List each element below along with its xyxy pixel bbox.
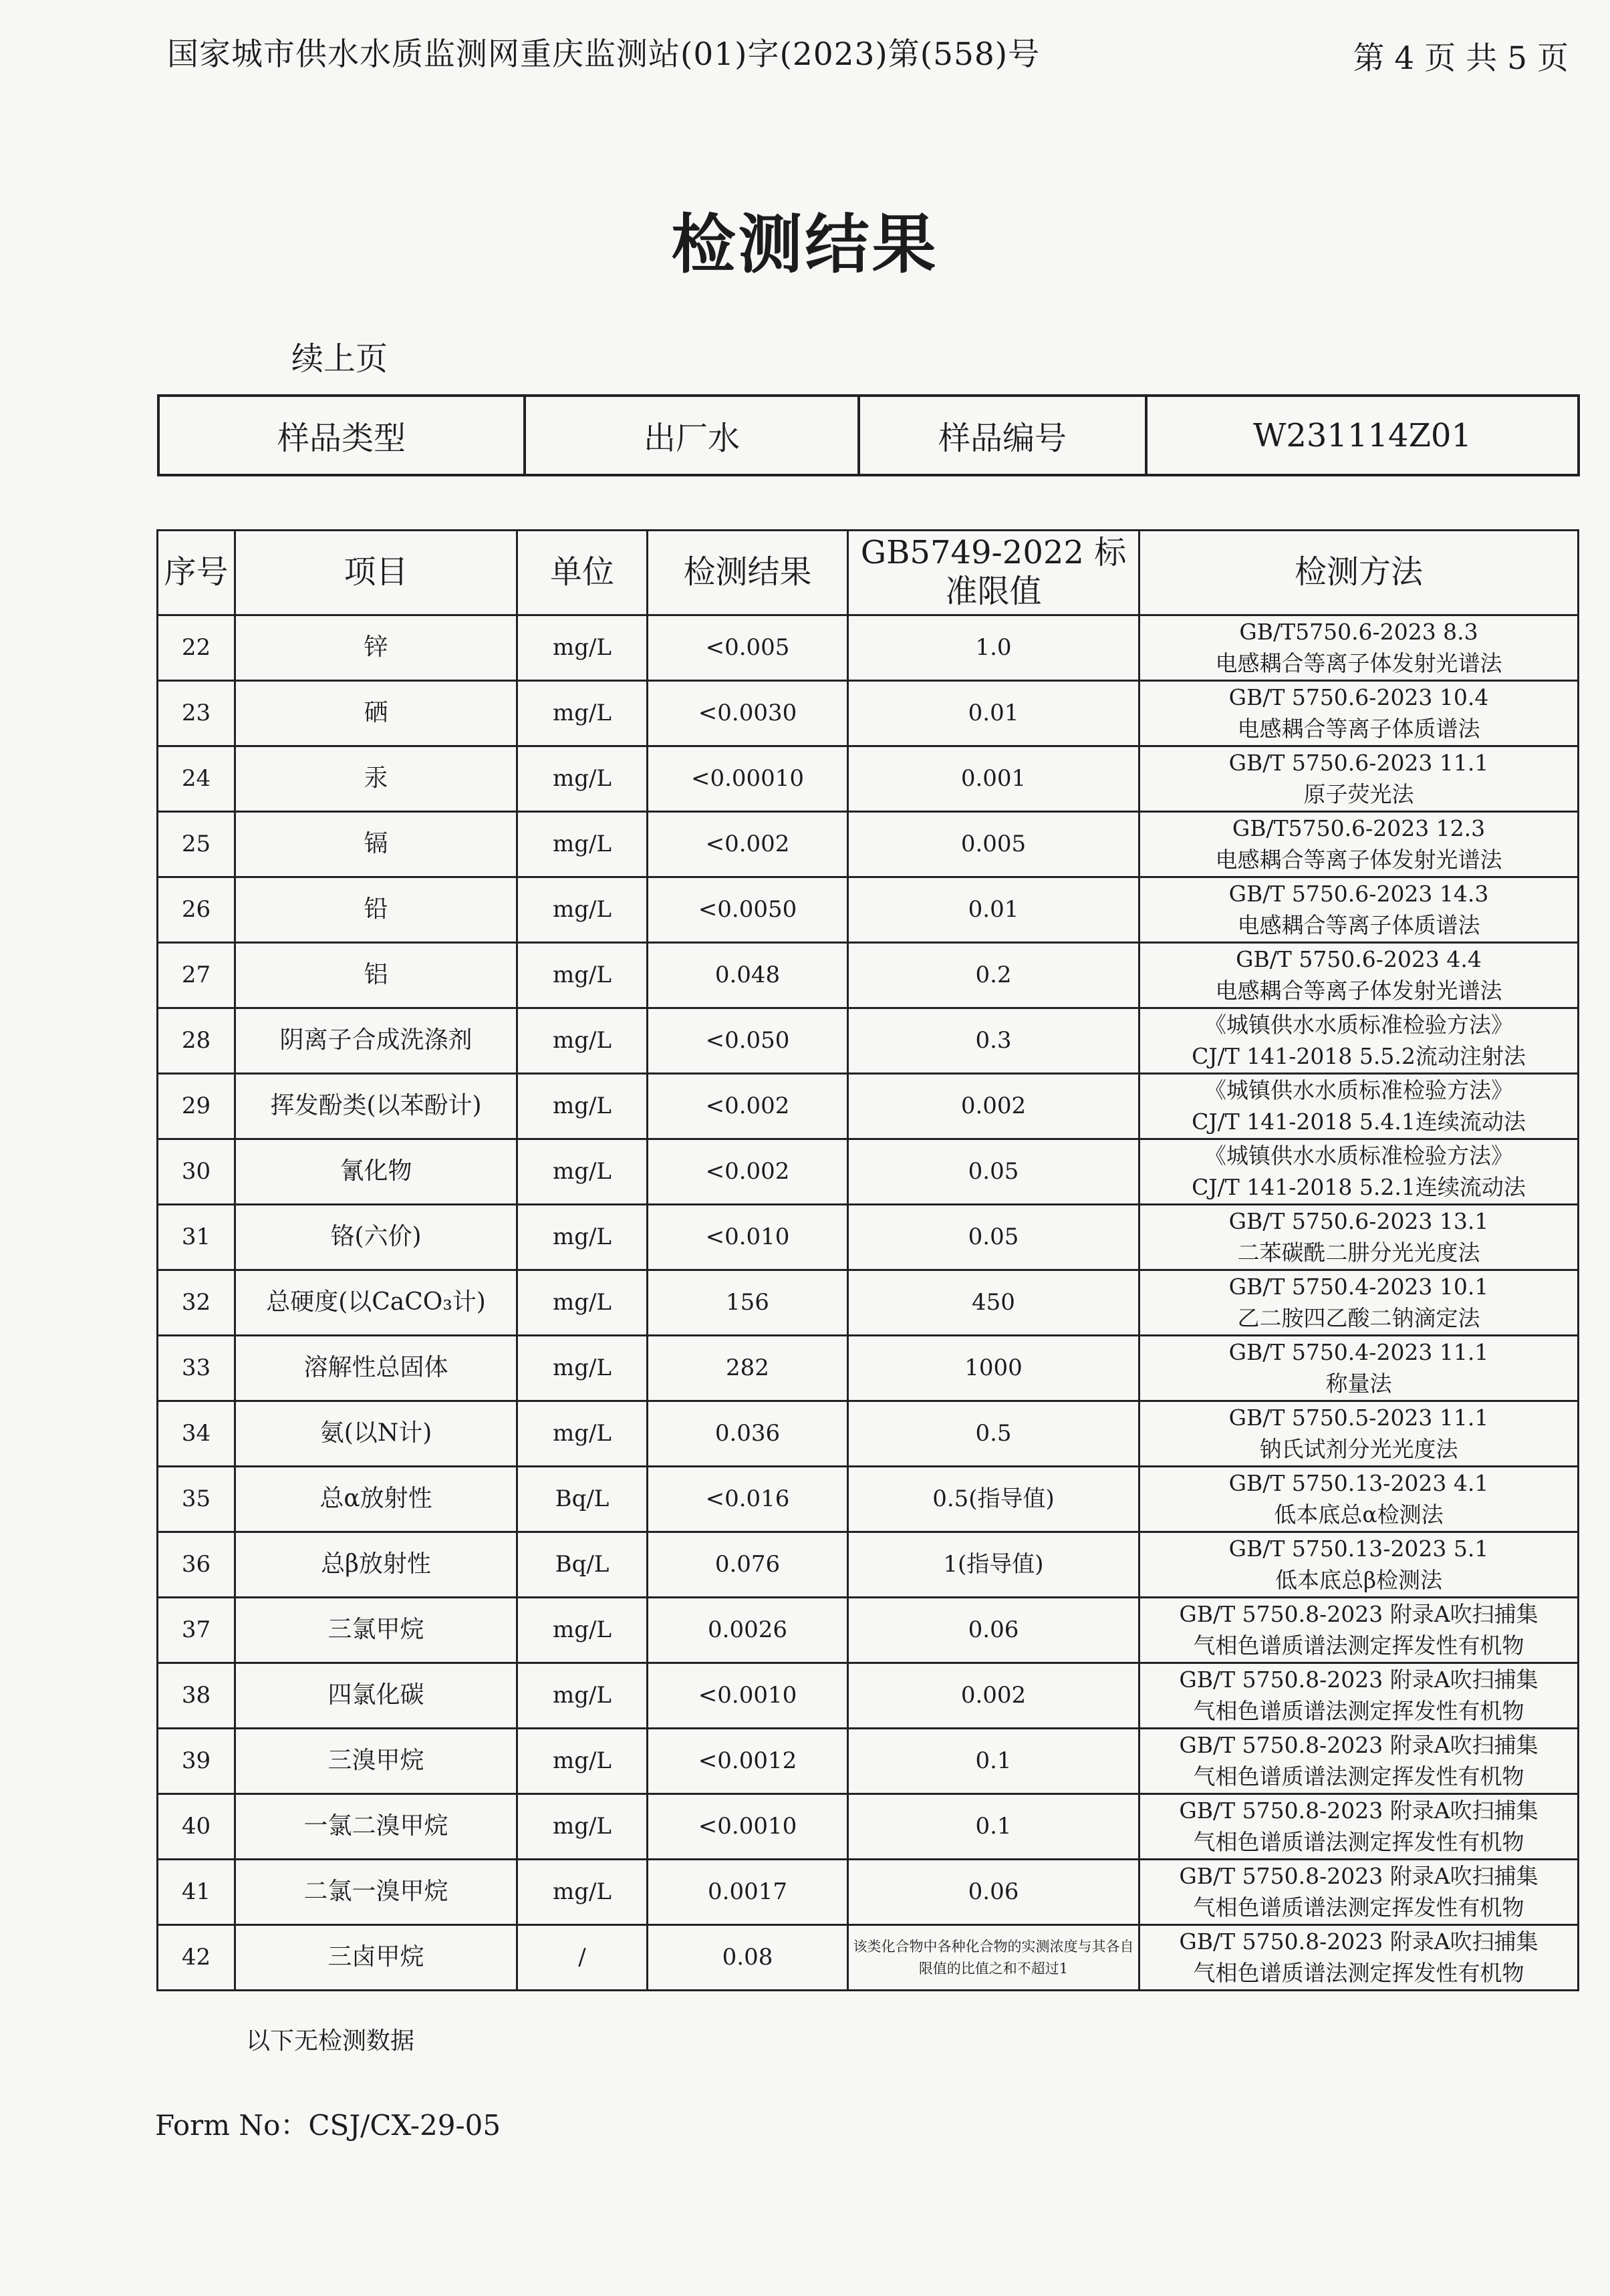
row-method (1139, 1925, 1579, 1991)
row-result: 0.036 (648, 1401, 848, 1467)
row-no: 41 (158, 1860, 235, 1925)
table-row (158, 681, 1579, 746)
row-method (1139, 1336, 1579, 1401)
row-unit: mg/L (517, 877, 648, 943)
continued-label: 续上页 (291, 340, 388, 378)
method-line-2: 气相色谱质谱法测定挥发性有机物 (1193, 1697, 1524, 1724)
row-limit: 0.002 (848, 1663, 1139, 1729)
row-item: 三氯甲烷 (235, 1598, 517, 1663)
method-line-1: GB/T 5750.8-2023 附录A吹扫捕集 (1179, 1928, 1538, 1955)
row-item: 总硬度(以CaCO₃计) (235, 1270, 517, 1336)
row-no: 38 (158, 1663, 235, 1729)
table-row (158, 877, 1579, 943)
row-item: 四氯化碳 (235, 1663, 517, 1729)
row-no: 40 (158, 1794, 235, 1860)
table-row (158, 1925, 1579, 1991)
row-limit: 该类化合物中各种化合物的实测浓度与其各自限值的比值之和不超过1 (848, 1925, 1139, 1991)
method-line-1: GB/T 5750.8-2023 附录A吹扫捕集 (1179, 1667, 1538, 1693)
row-limit: 1.0 (848, 615, 1139, 681)
row-method (1139, 877, 1579, 943)
row-item: 镉 (235, 812, 517, 877)
row-unit: mg/L (517, 943, 648, 1008)
col-header-limit: GB5749-2022 标准限值 (848, 531, 1139, 615)
method-line-1: GB/T 5750.6-2023 13.1 (1228, 1208, 1489, 1235)
row-result: 0.0026 (648, 1598, 848, 1663)
row-item: 总α放射性 (235, 1467, 517, 1532)
table-row (158, 812, 1579, 877)
results-table (156, 529, 1579, 1991)
row-result: <0.0010 (648, 1663, 848, 1729)
table-row (158, 1467, 1579, 1532)
row-unit: mg/L (517, 1729, 648, 1794)
row-method (1139, 1401, 1579, 1467)
row-method (1139, 1598, 1579, 1663)
row-limit: 0.1 (848, 1794, 1139, 1860)
table-row (158, 1008, 1579, 1074)
method-line-2: 钠氏试剂分光光度法 (1259, 1435, 1458, 1462)
row-item: 三卤甲烷 (235, 1925, 517, 1991)
row-unit: mg/L (517, 1074, 648, 1139)
table-row (158, 1074, 1579, 1139)
method-line-2: 气相色谱质谱法测定挥发性有机物 (1193, 1763, 1524, 1789)
sample-type-value: 出厂水 (525, 396, 859, 475)
row-limit: 0.01 (848, 681, 1139, 746)
row-item: 汞 (235, 746, 517, 812)
method-line-1: GB/T 5750.6-2023 10.4 (1228, 684, 1489, 711)
method-line-1: GB/T 5750.4-2023 11.1 (1228, 1339, 1489, 1366)
row-method (1139, 681, 1579, 746)
method-line-1: GB/T 5750.6-2023 14.3 (1228, 881, 1489, 907)
row-no: 24 (158, 746, 235, 812)
table-row (158, 1729, 1579, 1794)
row-no: 27 (158, 943, 235, 1008)
sample-type-label: 样品类型 (158, 396, 525, 475)
red-stamp-edge (1567, 1751, 1603, 2112)
method-line-2: 电感耦合等离子体发射光谱法 (1215, 977, 1502, 1004)
col-header-result: 检测结果 (648, 531, 848, 615)
table-row (158, 943, 1579, 1008)
page-title: 检测结果 (671, 207, 939, 282)
row-result: 156 (648, 1270, 848, 1336)
row-unit: mg/L (517, 746, 648, 812)
row-result: <0.010 (648, 1205, 848, 1270)
method-line-1: GB/T 5750.4-2023 10.1 (1228, 1274, 1489, 1300)
row-result: <0.002 (648, 812, 848, 877)
table-row (158, 1532, 1579, 1598)
row-no: 33 (158, 1336, 235, 1401)
row-method (1139, 1729, 1579, 1794)
row-limit: 0.002 (848, 1074, 1139, 1139)
row-item: 氨(以N计) (235, 1401, 517, 1467)
row-item: 锌 (235, 615, 517, 681)
row-no: 31 (158, 1205, 235, 1270)
method-line-1: 《城镇供水水质标准检验方法》 (1204, 1077, 1513, 1104)
row-result: 0.048 (648, 943, 848, 1008)
row-no: 26 (158, 877, 235, 943)
row-item: 阴离子合成洗涤剂 (235, 1008, 517, 1074)
table-row (158, 1860, 1579, 1925)
sample-id-value: W231114Z01 (1146, 396, 1579, 475)
table-row (158, 1794, 1579, 1860)
row-no: 35 (158, 1467, 235, 1532)
col-header-item: 项目 (235, 531, 517, 615)
row-unit: Bq/L (517, 1467, 648, 1532)
row-no: 29 (158, 1074, 235, 1139)
row-item: 硒 (235, 681, 517, 746)
row-method (1139, 1532, 1579, 1598)
method-line-2: 气相色谱质谱法测定挥发性有机物 (1193, 1632, 1524, 1659)
method-line-2: 低本底总α检测法 (1274, 1501, 1444, 1528)
row-limit: 0.3 (848, 1008, 1139, 1074)
row-result: <0.0030 (648, 681, 848, 746)
row-result: <0.00010 (648, 746, 848, 812)
row-method (1139, 1074, 1579, 1139)
row-method (1139, 812, 1579, 877)
col-header-method: 检测方法 (1139, 531, 1579, 615)
row-unit: mg/L (517, 1139, 648, 1205)
row-limit: 450 (848, 1270, 1139, 1336)
row-no: 25 (158, 812, 235, 877)
method-line-1: GB/T 5750.6-2023 11.1 (1228, 750, 1489, 776)
col-header-no: 序号 (158, 531, 235, 615)
row-unit: mg/L (517, 1794, 648, 1860)
row-unit: mg/L (517, 615, 648, 681)
row-item: 一氯二溴甲烷 (235, 1794, 517, 1860)
method-line-2: 电感耦合等离子体质谱法 (1237, 715, 1480, 742)
row-method (1139, 1205, 1579, 1270)
row-limit: 0.05 (848, 1139, 1139, 1205)
method-line-2: 二苯碳酰二肼分光光度法 (1237, 1239, 1480, 1266)
row-item: 二氯一溴甲烷 (235, 1860, 517, 1925)
row-method (1139, 1467, 1579, 1532)
row-limit: 0.001 (848, 746, 1139, 812)
row-limit: 0.01 (848, 877, 1139, 943)
row-no: 36 (158, 1532, 235, 1598)
table-row (158, 1205, 1579, 1270)
row-limit: 1000 (848, 1336, 1139, 1401)
method-line-1: 《城镇供水水质标准检验方法》 (1204, 1143, 1513, 1169)
row-limit: 0.005 (848, 812, 1139, 877)
row-unit: mg/L (517, 1598, 648, 1663)
row-limit: 0.5 (848, 1401, 1139, 1467)
row-method (1139, 615, 1579, 681)
row-item: 铬(六价) (235, 1205, 517, 1270)
table-row (158, 1139, 1579, 1205)
method-line-2: CJ/T 141-2018 5.5.2流动注射法 (1192, 1042, 1526, 1069)
row-limit: 0.1 (848, 1729, 1139, 1794)
method-line-2: 电感耦合等离子体发射光谱法 (1215, 846, 1502, 873)
method-line-1: GB/T 5750.5-2023 11.1 (1228, 1405, 1489, 1431)
row-no: 22 (158, 615, 235, 681)
method-line-2: 原子荧光法 (1303, 780, 1414, 807)
table-row (158, 1663, 1579, 1729)
page-indicator: 第 4 页 共 5 页 (1353, 40, 1569, 77)
row-unit: Bq/L (517, 1532, 648, 1598)
row-no: 32 (158, 1270, 235, 1336)
row-no: 42 (158, 1925, 235, 1991)
table-header-row (158, 531, 1579, 615)
row-unit: mg/L (517, 1401, 648, 1467)
method-line-2: 气相色谱质谱法测定挥发性有机物 (1193, 1828, 1524, 1855)
row-method (1139, 943, 1579, 1008)
row-unit: mg/L (517, 681, 648, 746)
row-no: 28 (158, 1008, 235, 1074)
row-unit: mg/L (517, 1336, 648, 1401)
row-item: 铝 (235, 943, 517, 1008)
table-row (158, 1336, 1579, 1401)
method-line-2: 电感耦合等离子体质谱法 (1237, 911, 1480, 938)
row-method (1139, 746, 1579, 812)
row-unit: mg/L (517, 812, 648, 877)
row-method (1139, 1270, 1579, 1336)
method-line-1: GB/T 5750.8-2023 附录A吹扫捕集 (1179, 1863, 1538, 1890)
method-line-2: 气相色谱质谱法测定挥发性有机物 (1193, 1959, 1524, 1986)
method-line-1: GB/T 5750.8-2023 附录A吹扫捕集 (1179, 1601, 1538, 1628)
row-unit: mg/L (517, 1205, 648, 1270)
table-row (158, 1270, 1579, 1336)
row-item: 氰化物 (235, 1139, 517, 1205)
table-row (158, 1401, 1579, 1467)
row-method (1139, 1139, 1579, 1205)
method-line-1: GB/T5750.6-2023 8.3 (1239, 619, 1478, 645)
table-row (158, 615, 1579, 681)
method-line-1: GB/T 5750.13-2023 5.1 (1228, 1536, 1489, 1562)
form-number: Form No：CSJ/CX-29-05 (155, 2109, 501, 2142)
row-result: <0.050 (648, 1008, 848, 1074)
row-unit: mg/L (517, 1270, 648, 1336)
row-unit: mg/L (517, 1663, 648, 1729)
method-line-2: 乙二胺四乙酸二钠滴定法 (1237, 1304, 1480, 1331)
row-method (1139, 1860, 1579, 1925)
row-no: 37 (158, 1598, 235, 1663)
row-method (1139, 1663, 1579, 1729)
method-line-1: GB/T 5750.8-2023 附录A吹扫捕集 (1179, 1732, 1538, 1759)
row-limit: 0.05 (848, 1205, 1139, 1270)
row-result: 0.0017 (648, 1860, 848, 1925)
row-method (1139, 1008, 1579, 1074)
row-limit: 0.06 (848, 1860, 1139, 1925)
method-line-1: 《城镇供水水质标准检验方法》 (1204, 1012, 1513, 1038)
row-result: <0.002 (648, 1139, 848, 1205)
col-header-unit: 单位 (517, 531, 648, 615)
report-number: 国家城市供水水质监测网重庆监测站(01)字(2023)第(558)号 (167, 36, 1041, 73)
row-item: 铅 (235, 877, 517, 943)
method-line-2: 气相色谱质谱法测定挥发性有机物 (1193, 1894, 1524, 1920)
no-more-data-note: 以下无检测数据 (246, 2027, 415, 2055)
row-item: 总β放射性 (235, 1532, 517, 1598)
row-item: 挥发酚类(以苯酚计) (235, 1074, 517, 1139)
row-limit: 0.5(指导值) (848, 1467, 1139, 1532)
row-result: <0.005 (648, 615, 848, 681)
row-method (1139, 1794, 1579, 1860)
row-item: 三溴甲烷 (235, 1729, 517, 1794)
row-limit: 0.2 (848, 943, 1139, 1008)
row-unit: / (517, 1925, 648, 1991)
table-row (158, 746, 1579, 812)
row-unit: mg/L (517, 1008, 648, 1074)
method-line-2: CJ/T 141-2018 5.4.1连续流动法 (1192, 1108, 1526, 1135)
row-no: 34 (158, 1401, 235, 1467)
row-limit: 1(指导值) (848, 1532, 1139, 1598)
row-result: <0.002 (648, 1074, 848, 1139)
method-line-2: 电感耦合等离子体发射光谱法 (1215, 650, 1502, 676)
row-no: 30 (158, 1139, 235, 1205)
method-line-2: 称量法 (1325, 1370, 1392, 1397)
method-line-1: GB/T 5750.6-2023 4.4 (1236, 946, 1482, 973)
row-item: 溶解性总固体 (235, 1336, 517, 1401)
row-result: <0.0010 (648, 1794, 848, 1860)
row-result: 282 (648, 1336, 848, 1401)
row-limit: 0.06 (848, 1598, 1139, 1663)
method-line-1: GB/T 5750.8-2023 附录A吹扫捕集 (1179, 1798, 1538, 1824)
sample-id-label: 样品编号 (859, 396, 1146, 475)
row-result: 0.076 (648, 1532, 848, 1598)
row-result: <0.0012 (648, 1729, 848, 1794)
table-row (158, 1598, 1579, 1663)
sample-info-table (157, 394, 1580, 476)
row-no: 23 (158, 681, 235, 746)
row-result: 0.08 (648, 1925, 848, 1991)
row-unit: mg/L (517, 1860, 648, 1925)
row-no: 39 (158, 1729, 235, 1794)
method-line-1: GB/T5750.6-2023 12.3 (1232, 815, 1486, 842)
method-line-1: GB/T 5750.13-2023 4.1 (1228, 1470, 1489, 1497)
row-result: <0.0050 (648, 877, 848, 943)
method-line-2: CJ/T 141-2018 5.2.1连续流动法 (1192, 1173, 1526, 1200)
method-line-2: 低本底总β检测法 (1274, 1566, 1443, 1593)
row-result: <0.016 (648, 1467, 848, 1532)
